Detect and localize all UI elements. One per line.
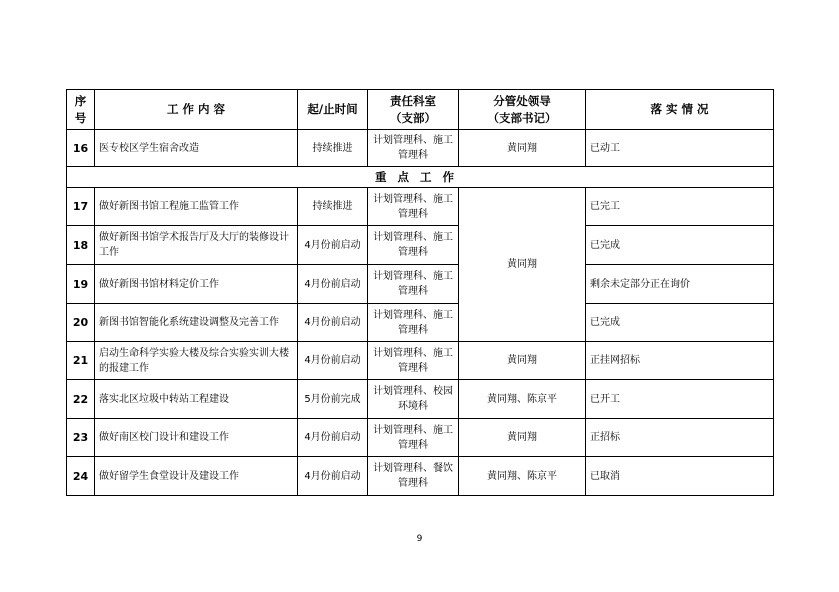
row-content: 新图书馆智能化系统建设调整及完善工作 [95,304,298,342]
row-dept: 计划管理科、施工管理科 [368,304,459,342]
row-status: 已开工 [586,380,774,419]
header-dept-line1: 责任科室 [390,93,436,108]
row-status: 正挂网招标 [586,342,774,380]
row-leader: 黄同翔 [459,419,586,457]
header-leader [459,90,586,130]
section-title: 重点工作 [67,167,774,188]
row-dept: 计划管理科、施工管理科 [368,226,459,265]
row-content: 医专校区学生宿舍改造 [95,130,298,167]
row-time: 持续推进 [298,188,368,226]
table-row [67,342,774,380]
row-no: 16 [67,130,95,167]
row-status: 已完工 [586,188,774,226]
row-leader: 黄同翔、陈京平 [459,380,586,419]
row-status: 已动工 [586,130,774,167]
row-time: 4月份前启动 [298,457,368,496]
header-no-line2: 号 [74,110,87,125]
header-status: 落 实 情 况 [586,90,774,130]
row-leader: 黄同翔 [459,130,586,167]
work-plan-table [66,89,774,496]
row-content: 做好南区校门设计和建设工作 [95,419,298,457]
row-no: 21 [67,342,95,380]
table-row [67,380,774,419]
section-row [67,167,774,188]
row-content: 落实北区垃圾中转站工程建设 [95,380,298,419]
row-no: 20 [67,304,95,342]
row-dept: 计划管理科、餐饮管理科 [368,457,459,496]
row-time: 4月份前启动 [298,419,368,457]
header-dept-line2: （支部） [390,110,436,125]
table-row [67,419,774,457]
table-row [67,265,774,304]
row-dept: 计划管理科、校园环境科 [368,380,459,419]
row-leader: 黄同翔 [459,342,586,380]
row-leader-merged: 黄同翔 [459,188,586,342]
row-status: 正招标 [586,419,774,457]
row-content: 做好新图书馆材料定价工作 [95,265,298,304]
row-status: 已完成 [586,226,774,265]
row-status: 剩余未定部分正在询价 [586,265,774,304]
row-content: 启动生命科学实验大楼及综合实验实训大楼的报建工作 [95,342,298,380]
header-leader-line2: （支部书记） [487,110,557,125]
table-row [67,226,774,265]
row-time: 4月份前启动 [298,226,368,265]
row-no: 24 [67,457,95,496]
header-no [67,90,95,130]
row-dept: 计划管理科、施工管理科 [368,342,459,380]
row-time: 4月份前启动 [298,265,368,304]
row-time: 5月份前完成 [298,380,368,419]
header-leader-line1: 分管处领导 [493,93,551,108]
row-dept: 计划管理科、施工管理科 [368,265,459,304]
row-dept: 计划管理科、施工管理科 [368,419,459,457]
row-content: 做好留学生食堂设计及建设工作 [95,457,298,496]
row-no: 17 [67,188,95,226]
table-row [67,130,774,167]
header-time: 起/止时间 [298,90,368,130]
row-no: 22 [67,380,95,419]
header-no-line1: 序 [74,93,87,108]
row-no: 18 [67,226,95,265]
table-row [67,304,774,342]
table-row [67,457,774,496]
table-row [67,188,774,226]
page-number: 9 [416,534,423,544]
table-header-row [67,90,774,130]
row-status: 已取消 [586,457,774,496]
row-no: 23 [67,419,95,457]
row-dept: 计划管理科、施工管理科 [368,188,459,226]
header-dept [368,90,459,130]
row-leader: 黄同翔、陈京平 [459,457,586,496]
row-content: 做好新图书馆工程施工监管工作 [95,188,298,226]
row-status: 已完成 [586,304,774,342]
row-dept: 计划管理科、施工管理科 [368,130,459,167]
row-no: 19 [67,265,95,304]
row-time: 4月份前启动 [298,304,368,342]
row-content: 做好新图书馆学术报告厅及大厅的装修设计工作 [95,226,298,265]
row-time: 4月份前启动 [298,342,368,380]
header-content: 工 作 内 容 [95,90,298,130]
row-time: 持续推进 [298,130,368,167]
